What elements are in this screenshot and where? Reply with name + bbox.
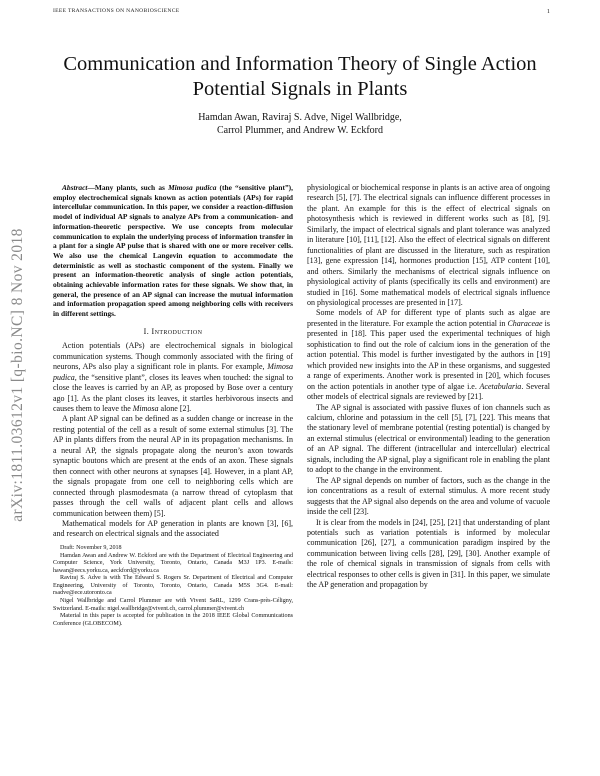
right-p2-text-c: . Several other models of electrical signals are reviewed by [21]. <box>307 381 550 402</box>
intro-paragraph-1 <box>53 341 293 414</box>
footnotes <box>53 545 293 629</box>
right-p2-species-2: Acetabularia <box>479 381 522 391</box>
author-list <box>90 112 510 137</box>
intro-p1-text-a: Action potentials (APs) are electrochemical signals in biological communication systems. Though commonly associated with the firing of neurons, APs also play a significant role in plants. For example, <box>53 341 293 372</box>
right-paragraph-3: The AP signal is associated with passive fluxes of ion channels such as calcium, chlorine and potassium in the cell [5], [7], [22]. This means that the stationary level of membrane potential (resting potential) is changed by an external stimulus (electrical or environmental) leading to the generation of an AP signal. The different (intracellular and intercellular) electrical signals, including the AP signal, play a significant role in enabling the plant to adopt to the change in the environment. <box>307 402 550 475</box>
right-paragraph-1: physiological or biochemical response in plants is an active area of ongoing research [5], [7]. The electrical signals can influence different processes in the plant. An example for this is the effect of electrical signals on photosynthesis which is reviewed in different works such as [8], [9]. Similarly, the impact of electrical signals and plant tolerance was analyzed in literature [10], [11], [12]. Also the effect of electrical signals on different functionalities of plant are discussed in the literature, such as respiration [13], gene expression [14], hormones production [15], ATP content [10], and others. Similarly the mechanisms of electrical signals influence on physiological activity of plants (specifically its cells and environment) are studied in [16]. Some mathematical models of electrical signals influence on physiological processes are presented in [17]. <box>307 183 550 307</box>
right-paragraph-4: The AP signal depends on number of factors, such as the change in the ion concentrations as a result of external stimulus. A more recent study suggests that the AP signal also depends on the area and volume of vacuole inside the cell [23]. <box>307 475 550 517</box>
left-column <box>53 183 293 628</box>
arxiv-stamp-text[interactable]: arXiv:1811.03612v1 [q-bio.NC] 8 Nov 2018 <box>9 228 27 522</box>
author-line-2: Carrol Plummer, and Andrew W. Eckford <box>217 124 383 136</box>
right-p2-text-b: is presented in [18]. This paper used the experimental techniques of high sophistication to find out the role of calcium ions in the generation of the action potential. This model is further investigated by the authors in [19] which provided new insights into the AP in these organisms, and suggested a range of experiments. Another work is presented in [20], which focuses on the action potentials in another type of algae i.e. <box>307 318 550 391</box>
arxiv-stamp <box>0 185 36 565</box>
section-heading-introduction: I. Introduction <box>143 326 203 336</box>
running-head: IEEE TRANSACTIONS ON NANOBIOSCIENCE <box>53 8 180 14</box>
footnote-affiliation-1: Hamdan Awan and Andrew W. Eckford are with the Department of Electrical Engineering and Computer Science, York University, Toronto, Ontario, Canada M3J 1P3. E-mails: hawan@eecs.yorku.ca, aeckford@yorku.ca <box>53 552 293 574</box>
abstract-dash: —Many plants, such as <box>87 183 169 192</box>
footnote-affiliation-3: Nigel Wallbridge and Carrol Plummer are with Vivent SaRL, 1299 Crans-près-Céligny, Switzerland. E-mails: nigel.wallbridge@vivent.ch, carrol.plummer@vivent.ch <box>53 598 293 612</box>
abstract-body: (the “sensitive plant”), employ electrochemical signals known as action potentials (APs) for rapid intercellular communication. In this paper, we consider a reaction-diffusion model of individual AP signals to analyze APs from a communication- and information-theoretic perspective. We use concepts from molecular communication to explain the underlying process of information transfer in a plant for a single AP pulse that is shared with one or more receiver cells. We also use the chemical Langevin equation to accommodate the deterministic as well as stochastic component of the system. Finally we present an information-theoretic analysis of single action potentials, obtaining achievable information rates for these signals. We show that, in general, the presence of an AP signal can increase the mutual information and information propagation speed among neighboring cells with receivers in different settings. <box>53 183 293 319</box>
footnote-draft: Draft: November 9, 2018 <box>60 544 122 551</box>
abstract-lead: Abstract <box>62 183 88 192</box>
right-paragraph-5: It is clear from the models in [24], [25], [21] that understanding of plant potentials such as variation potentials is informed by molecular communication [26], [27], a communication paradigm inspired by the communication between living cells [28], [29], [30]. Another example of the role of chemical signals in transmission of signals from cells with electrical responses to other cells is given in [31]. In this paper, we simulate the AP generation and propagation by <box>307 517 550 590</box>
right-paragraph-2 <box>307 308 550 402</box>
footnote-publication-note: Material in this paper is accepted for publication in the 2018 IEEE Global Communications Conference (GLOBECOM). <box>53 613 293 627</box>
author-line-1: Hamdan Awan, Raviraj S. Adve, Nigel Wallbridge, <box>198 112 402 123</box>
right-p2-species: Characeae <box>507 318 543 328</box>
abstract-species: Mimosa pudica <box>168 183 217 192</box>
intro-p1-species: Mimosa pudica <box>53 362 293 382</box>
intro-paragraph-2: A plant AP signal can be defined as a sudden change or increase in the resting potential of the cell as a result of some external stimulus [3]. The AP in plants differs from the neural AP in its propagation mechanisms. In a neural AP, the signals propagate along the neuron’s axon towards synaptic boutons which are present at the ends of an axon. These signals then connect with other neurons at synapses [4]. However, in a plant AP, the signals propagate from one cell to neighboring cells which are connected through plasmodesmata (a narrow thread of cytoplasm that passes through the cell walls of adjacent plant cells and allows communication between them) [5]. <box>53 414 293 518</box>
intro-p1-species-2: Mimosa <box>132 404 159 414</box>
intro-p1-text-b: , the “sensitive plant”, closes its leaves when touched: the signal to close the leaves is carried by an AP, as proposed by Bose over a century ago [1]. As the plant closes its leaves, it startles herbivorous insects and causes them to leave the <box>53 372 293 414</box>
abstract <box>53 183 293 319</box>
footnote-affiliation-2: Raviraj S. Adve is with The Edward S. Rogers Sr. Department of Electrical and Computer Engineering, University of Toronto, Toronto, Ontario, Canada M5S 3G4. E-mail: rsadve@ece.utoronto.ca <box>53 575 293 597</box>
intro-p1-text-c: alone [2]. <box>158 404 192 414</box>
intro-paragraph-3: Mathematical models for AP generation in plants are known [3], [6], and research on electrical signals and the associated <box>53 519 293 539</box>
page-number: 1 <box>546 8 550 15</box>
right-p2-text-a: Some models of AP for different type of plants such as algae are presented in the literature. For example the action potential in <box>307 308 550 328</box>
paper-title: Communication and Information Theory of Single Action Potential Signals in Plants <box>63 53 537 100</box>
right-column <box>307 183 550 591</box>
